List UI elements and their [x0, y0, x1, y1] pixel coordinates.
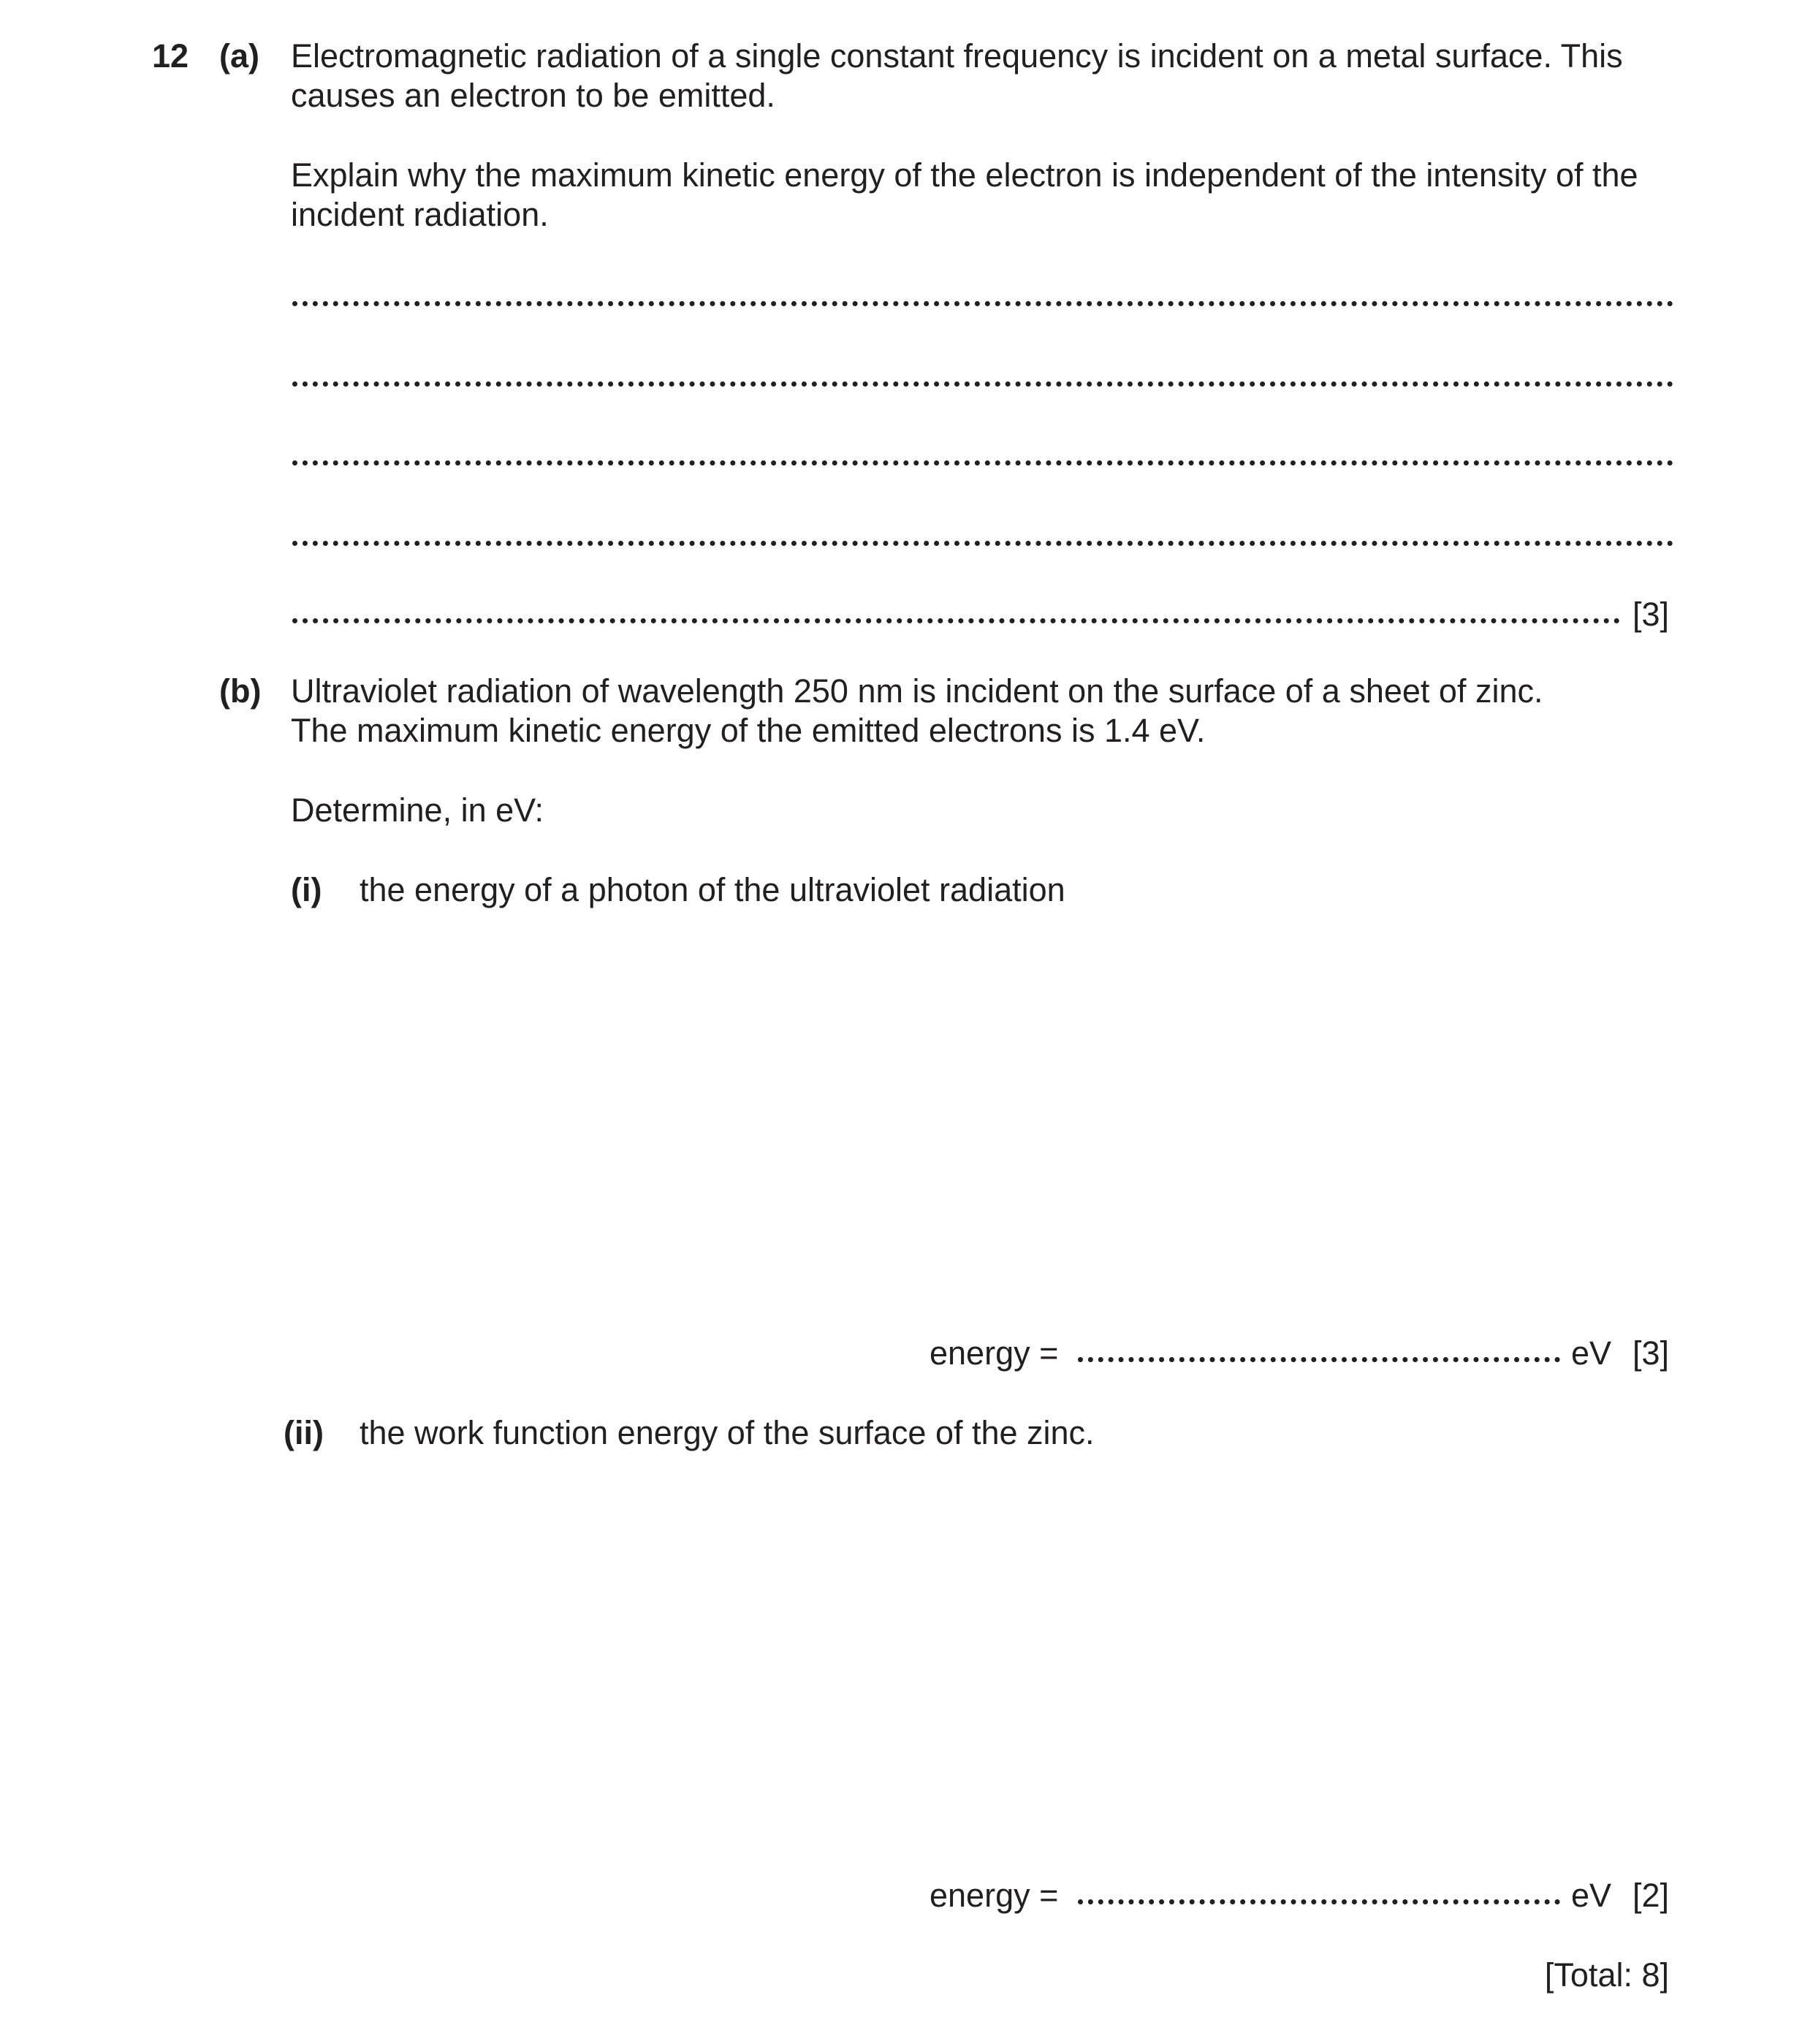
- answer-line[interactable]: [292, 460, 1673, 466]
- sub-i-answer-label: energy =: [930, 1334, 1059, 1372]
- part-a-prompt-line2: incident radiation.: [291, 196, 549, 233]
- part-b-determine: Determine, in eV:: [291, 791, 544, 829]
- sub-ii-unit: eV: [1571, 1877, 1612, 1914]
- answer-line[interactable]: [292, 381, 1673, 387]
- part-b-text-line1: Ultraviolet radiation of wavelength 250 nm is incident on the surface of a sheet of zinc.: [291, 672, 1543, 710]
- answer-line[interactable]: [292, 541, 1673, 546]
- sub-i-answer-line[interactable]: [1078, 1357, 1560, 1362]
- part-a-text-line2: causes an electron to be emitted.: [291, 77, 775, 114]
- part-b-text-line2: The maximum kinetic energy of the emitted electrons is 1.4 eV.: [291, 712, 1206, 749]
- sub-ii-answer-label: energy =: [930, 1877, 1059, 1914]
- sub-ii-marks: [2]: [1632, 1877, 1669, 1914]
- part-a-text-line1: Electromagnetic radiation of a single constant frequency is incident on a metal surface. This: [291, 37, 1623, 75]
- sub-i-label: (i): [291, 871, 322, 908]
- sub-ii-text: the work function energy of the surface of the zinc.: [360, 1414, 1095, 1451]
- question-number: 12: [152, 37, 189, 75]
- part-a-marks: [3]: [1632, 596, 1669, 633]
- total-marks: [Total: 8]: [1544, 1956, 1669, 1994]
- answer-line[interactable]: [292, 301, 1673, 306]
- sub-i-text: the energy of a photon of the ultraviolet radiation: [360, 871, 1065, 908]
- part-a-label: (a): [219, 37, 259, 75]
- sub-ii-label: (ii): [284, 1414, 324, 1451]
- part-b-label: (b): [219, 672, 262, 710]
- part-a-prompt-line1: Explain why the maximum kinetic energy of the electron is independent of the intensity of the: [291, 156, 1638, 194]
- answer-line[interactable]: [292, 618, 1620, 623]
- sub-i-unit: eV: [1571, 1334, 1612, 1372]
- sub-ii-answer-line[interactable]: [1078, 1899, 1560, 1904]
- sub-i-marks: [3]: [1632, 1334, 1669, 1372]
